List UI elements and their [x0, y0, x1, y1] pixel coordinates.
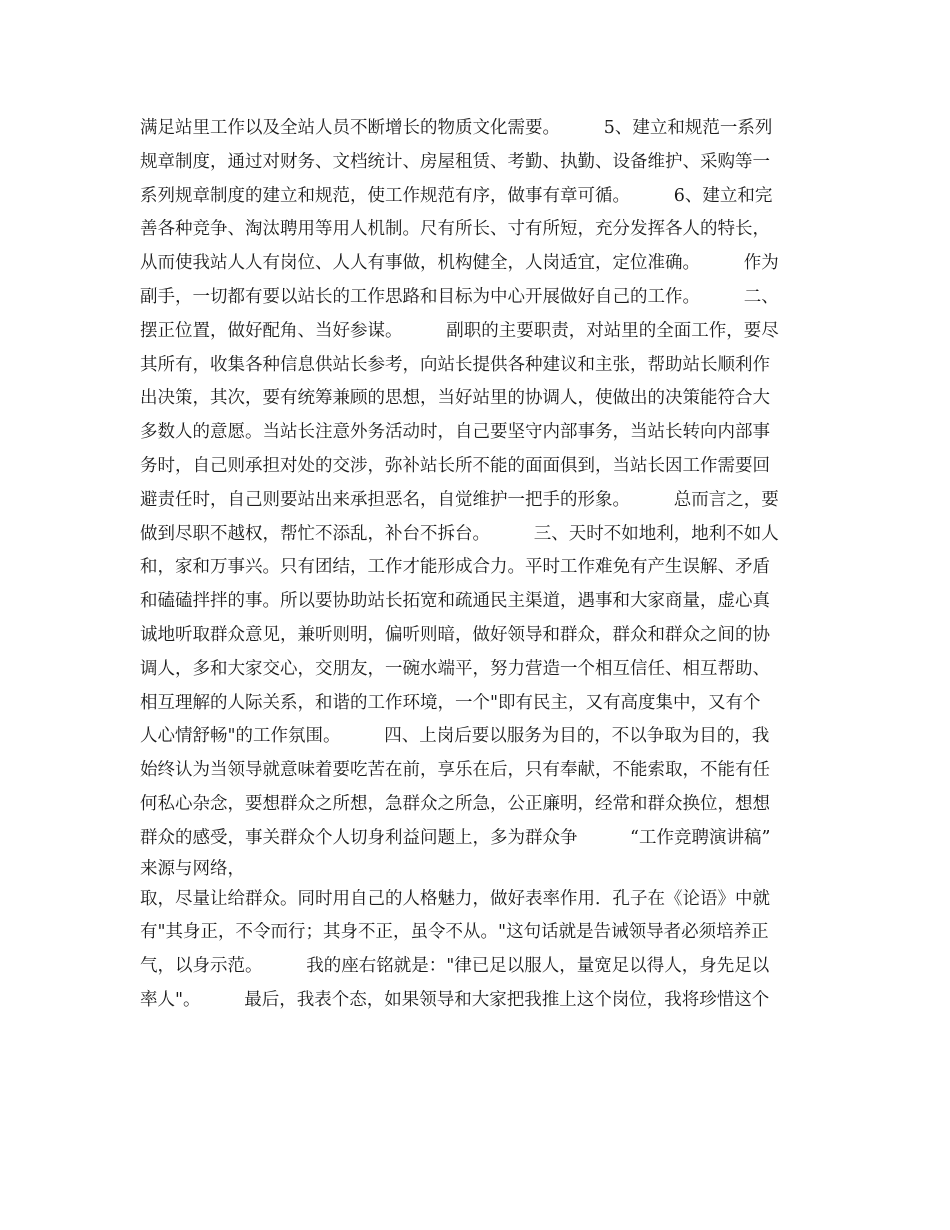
text-line: 系列规章制度的建立和规范，使工作规范有序，做事有章可循。 6、建立和完	[140, 185, 773, 206]
text-line: 率人"。 最后，我表个态，如果领导和大家把我推上这个岗位，我将珍惜这个	[140, 989, 770, 1010]
text-line: 调人，多和大家交心，交朋友，一碗水端平，努力营造一个相互信任、相互帮助、	[140, 658, 770, 679]
text-line: 出决策，其次，要有统筹兼顾的思想，当好站里的协调人，使做出的决策能符合大	[140, 388, 770, 409]
text-line: 务时，自己则承担对处的交涉，弥补站长所不能的面面俱到，当站长因工作需要回	[140, 455, 770, 476]
text-line: 群众的感受，事关群众个人切身利益问题上，多为群众争 “工作竞聘演讲稿”	[140, 827, 771, 848]
text-line: 从而使我站人人有岗位、人人有事做，机构健全，人岗适宜，定位准确。 作为	[140, 253, 779, 274]
text-line: 摆正位置，做好配角、当好参谋。 副职的主要职责，对站里的全面工作，要尽	[140, 320, 779, 341]
text-line: 避责任时，自己则要站出来承担恶名，自觉维护一把手的形象。 总而言之，要	[140, 489, 779, 510]
text-line: 始终认为当领导就意味着要吃苦在前，享乐在后，只有奉献，不能索取，不能有任	[140, 760, 770, 781]
text-line: 和，家和万事兴。只有团结，工作才能形成合力。平时工作难免有产生误解、矛盾	[140, 557, 770, 578]
text-line: 气，以身示范。 我的座右铭就是："律已足以服人，量宽足以得人，身先足以	[140, 956, 770, 977]
text-line: 副手，一切都有要以站长的工作思路和目标为中心开展做好自己的工作。 二、	[140, 286, 779, 307]
text-line: 相互理解的人际关系，和谐的工作环境，一个"即有民主，又有高度集中，又有个	[140, 692, 761, 713]
text-line: 何私心杂念，要想群众之所想，急群众之所急，公正廉明，经常和群众换位，想想	[140, 793, 770, 814]
text-line: 人心情舒畅"的工作氛围。 四、上岗后要以服务为目的，不以争取为目的，我	[140, 726, 770, 747]
text-line: 诚地听取群众意见，兼听则明，偏听则暗，做好领导和群众，群众和群众之间的协	[140, 624, 770, 645]
text-line: 取，尽量让给群众。同时用自己的人格魅力，做好表率作用．孔子在《论语》中就	[140, 888, 770, 909]
text-line: 做到尽职不越权，帮忙不添乱，补台不拆台。 三、天时不如地利，地利不如人	[140, 523, 779, 544]
text-line: 有"其身正，不令而行；其身不正，虽令不从。"这句话就是告诫领导者必须培养正	[140, 922, 769, 943]
text-line: 满足站里工作以及全站人员不断增长的物质文化需要。 5、建立和规范一系列	[140, 118, 773, 138]
body-text	[140, 112, 820, 1018]
text-line: 来源与网络，	[140, 858, 245, 879]
text-line: 多数人的意愿。当站长注意外务活动时，自己要坚守内部事务，当站长转向内部事	[140, 422, 770, 443]
text-line: 其所有，收集各种信息供站长参考，向站长提供各种建议和主张，帮助站长顺利作	[140, 354, 770, 375]
text-line: 规章制度，通过对财务、文档统计、房屋租赁、考勤、执勤、设备维护、采购等一	[140, 151, 770, 172]
text-line: 善各种竞争、淘汰聘用等用人机制。尺有所长、寸有所短，充分发挥各人的特长，	[140, 219, 770, 240]
text-line: 和磕磕拌拌的事。所以要协助站长拓宽和疏通民主渠道，遇事和大家商量，虚心真	[140, 591, 770, 612]
